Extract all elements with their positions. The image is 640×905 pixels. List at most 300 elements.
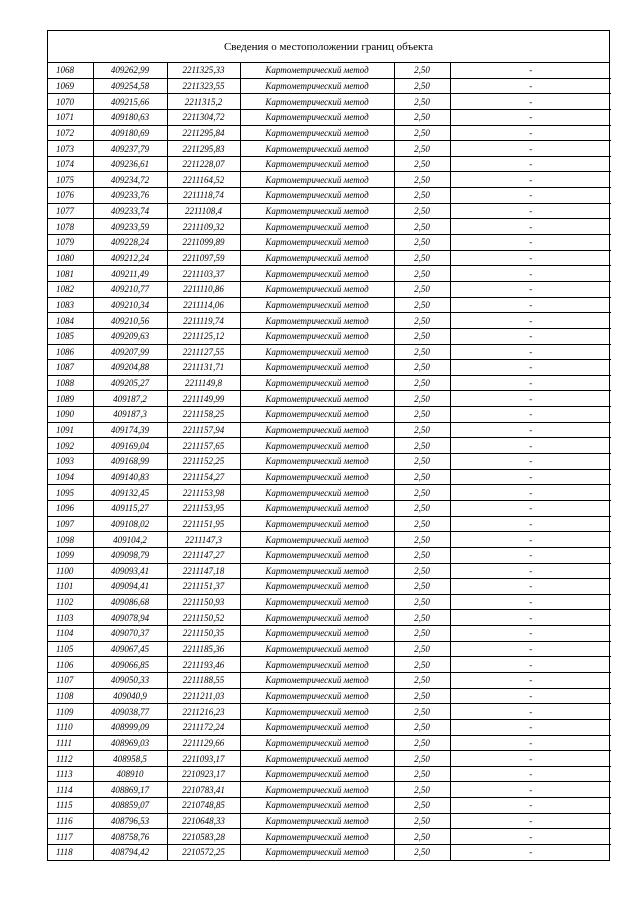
- accuracy-cell: 2,50: [394, 594, 450, 610]
- method-cell: Картометрический метод: [240, 454, 394, 470]
- method-cell: Картометрический метод: [240, 532, 394, 548]
- x-coordinate-cell: 409187,3: [93, 407, 167, 423]
- y-coordinate-cell: 2211097,59: [167, 250, 240, 266]
- accuracy-cell: 2,50: [394, 626, 450, 642]
- point-number-cell: 1089: [48, 391, 93, 407]
- table-row: [48, 626, 611, 642]
- x-coordinate-cell: 408969,03: [93, 735, 167, 751]
- description-cell: -: [450, 641, 611, 657]
- method-cell: Картометрический метод: [240, 735, 394, 751]
- description-cell: -: [450, 281, 611, 297]
- method-cell: Картометрический метод: [240, 500, 394, 516]
- y-coordinate-cell: 2211185,36: [167, 641, 240, 657]
- table-row: [48, 172, 611, 188]
- table-row: [48, 94, 611, 110]
- table-row: [48, 203, 611, 219]
- accuracy-cell: 2,50: [394, 563, 450, 579]
- y-coordinate-cell: 2211149,8: [167, 375, 240, 391]
- x-coordinate-cell: 408910: [93, 766, 167, 782]
- accuracy-cell: 2,50: [394, 735, 450, 751]
- point-number-cell: 1117: [48, 829, 93, 845]
- y-coordinate-cell: 2211172,24: [167, 719, 240, 735]
- table-row: [48, 500, 611, 516]
- accuracy-cell: 2,50: [394, 688, 450, 704]
- method-cell: Картометрический метод: [240, 125, 394, 141]
- x-coordinate-cell: 409210,34: [93, 297, 167, 313]
- method-cell: Картометрический метод: [240, 78, 394, 94]
- accuracy-cell: 2,50: [394, 500, 450, 516]
- point-number-cell: 1079: [48, 235, 93, 251]
- method-cell: Картометрический метод: [240, 704, 394, 720]
- method-cell: Картометрический метод: [240, 641, 394, 657]
- method-cell: Картометрический метод: [240, 798, 394, 814]
- table-row: [48, 297, 611, 313]
- y-coordinate-cell: 2210648,33: [167, 813, 240, 829]
- point-number-cell: 1071: [48, 109, 93, 125]
- accuracy-cell: 2,50: [394, 454, 450, 470]
- table-row: [48, 281, 611, 297]
- x-coordinate-cell: 409233,59: [93, 219, 167, 235]
- point-number-cell: 1080: [48, 250, 93, 266]
- table-row: [48, 375, 611, 391]
- x-coordinate-cell: 409215,66: [93, 94, 167, 110]
- method-cell: Картометрический метод: [240, 313, 394, 329]
- y-coordinate-cell: 2211211,03: [167, 688, 240, 704]
- x-coordinate-cell: 408794,42: [93, 845, 167, 860]
- accuracy-cell: 2,50: [394, 782, 450, 798]
- table-title: Сведения о местоположении границ объекта: [48, 31, 609, 63]
- y-coordinate-cell: 2210572,25: [167, 845, 240, 860]
- accuracy-cell: 2,50: [394, 235, 450, 251]
- table-row: [48, 141, 611, 157]
- method-cell: Картометрический метод: [240, 579, 394, 595]
- accuracy-cell: 2,50: [394, 250, 450, 266]
- point-number-cell: 1070: [48, 94, 93, 110]
- table-row: [48, 704, 611, 720]
- point-number-cell: 1077: [48, 203, 93, 219]
- method-cell: Картометрический метод: [240, 109, 394, 125]
- x-coordinate-cell: 409233,76: [93, 188, 167, 204]
- accuracy-cell: 2,50: [394, 766, 450, 782]
- description-cell: -: [450, 735, 611, 751]
- y-coordinate-cell: 2211152,25: [167, 454, 240, 470]
- y-coordinate-cell: 2211147,18: [167, 563, 240, 579]
- description-cell: -: [450, 563, 611, 579]
- point-number-cell: 1088: [48, 375, 93, 391]
- x-coordinate-cell: 409086,68: [93, 594, 167, 610]
- method-cell: Картометрический метод: [240, 516, 394, 532]
- point-number-cell: 1108: [48, 688, 93, 704]
- x-coordinate-cell: 409140,83: [93, 469, 167, 485]
- table-row: [48, 219, 611, 235]
- x-coordinate-cell: 409204,88: [93, 360, 167, 376]
- description-cell: -: [450, 485, 611, 501]
- method-cell: Картометрический метод: [240, 626, 394, 642]
- method-cell: Картометрический метод: [240, 469, 394, 485]
- description-cell: -: [450, 375, 611, 391]
- x-coordinate-cell: 409098,79: [93, 547, 167, 563]
- method-cell: Картометрический метод: [240, 766, 394, 782]
- accuracy-cell: 2,50: [394, 719, 450, 735]
- point-number-cell: 1106: [48, 657, 93, 673]
- method-cell: Картометрический метод: [240, 391, 394, 407]
- description-cell: -: [450, 782, 611, 798]
- table-row: [48, 688, 611, 704]
- accuracy-cell: 2,50: [394, 845, 450, 860]
- table-row: [48, 610, 611, 626]
- accuracy-cell: 2,50: [394, 407, 450, 423]
- table-row: [48, 125, 611, 141]
- description-cell: -: [450, 829, 611, 845]
- point-number-cell: 1069: [48, 78, 93, 94]
- y-coordinate-cell: 2211151,37: [167, 579, 240, 595]
- x-coordinate-cell: 408859,07: [93, 798, 167, 814]
- method-cell: Картометрический метод: [240, 94, 394, 110]
- y-coordinate-cell: 2211295,84: [167, 125, 240, 141]
- point-number-cell: 1112: [48, 751, 93, 767]
- accuracy-cell: 2,50: [394, 579, 450, 595]
- method-cell: Картометрический метод: [240, 829, 394, 845]
- y-coordinate-cell: 2211315,2: [167, 94, 240, 110]
- y-coordinate-cell: 2211153,98: [167, 485, 240, 501]
- point-number-cell: 1103: [48, 610, 93, 626]
- y-coordinate-cell: 2211153,95: [167, 500, 240, 516]
- table-row: [48, 751, 611, 767]
- x-coordinate-cell: 409115,27: [93, 500, 167, 516]
- y-coordinate-cell: 2211110,86: [167, 281, 240, 297]
- description-cell: -: [450, 845, 611, 860]
- table-row: [48, 407, 611, 423]
- x-coordinate-cell: 409078,94: [93, 610, 167, 626]
- point-number-cell: 1095: [48, 485, 93, 501]
- point-number-cell: 1073: [48, 141, 93, 157]
- y-coordinate-cell: 2211149,99: [167, 391, 240, 407]
- x-coordinate-cell: 409254,58: [93, 78, 167, 94]
- accuracy-cell: 2,50: [394, 266, 450, 282]
- point-number-cell: 1068: [48, 63, 93, 78]
- accuracy-cell: 2,50: [394, 610, 450, 626]
- x-coordinate-cell: 409262,99: [93, 63, 167, 78]
- x-coordinate-cell: 408869,17: [93, 782, 167, 798]
- accuracy-cell: 2,50: [394, 829, 450, 845]
- x-coordinate-cell: 409237,79: [93, 141, 167, 157]
- method-cell: Картометрический метод: [240, 594, 394, 610]
- table-row: [48, 813, 611, 829]
- point-number-cell: 1072: [48, 125, 93, 141]
- point-number-cell: 1094: [48, 469, 93, 485]
- description-cell: -: [450, 156, 611, 172]
- y-coordinate-cell: 2211158,25: [167, 407, 240, 423]
- point-number-cell: 1086: [48, 344, 93, 360]
- x-coordinate-cell: 409210,77: [93, 281, 167, 297]
- method-cell: Картометрический метод: [240, 281, 394, 297]
- y-coordinate-cell: 2211151,95: [167, 516, 240, 532]
- y-coordinate-cell: 2211295,83: [167, 141, 240, 157]
- accuracy-cell: 2,50: [394, 751, 450, 767]
- description-cell: -: [450, 172, 611, 188]
- accuracy-cell: 2,50: [394, 172, 450, 188]
- description-cell: -: [450, 516, 611, 532]
- description-cell: -: [450, 422, 611, 438]
- method-cell: Картометрический метод: [240, 547, 394, 563]
- y-coordinate-cell: 2211325,33: [167, 63, 240, 78]
- method-cell: Картометрический метод: [240, 328, 394, 344]
- point-number-cell: 1087: [48, 360, 93, 376]
- point-number-cell: 1092: [48, 438, 93, 454]
- method-cell: Картометрический метод: [240, 219, 394, 235]
- table-row: [48, 798, 611, 814]
- point-number-cell: 1081: [48, 266, 93, 282]
- accuracy-cell: 2,50: [394, 438, 450, 454]
- description-cell: -: [450, 798, 611, 814]
- x-coordinate-cell: 409228,24: [93, 235, 167, 251]
- method-cell: Картометрический метод: [240, 845, 394, 860]
- point-number-cell: 1110: [48, 719, 93, 735]
- y-coordinate-cell: 2210583,28: [167, 829, 240, 845]
- description-cell: -: [450, 594, 611, 610]
- method-cell: Картометрический метод: [240, 782, 394, 798]
- point-number-cell: 1074: [48, 156, 93, 172]
- y-coordinate-cell: 2211108,4: [167, 203, 240, 219]
- method-cell: Картометрический метод: [240, 375, 394, 391]
- table-row: [48, 516, 611, 532]
- x-coordinate-cell: 409234,72: [93, 172, 167, 188]
- y-coordinate-cell: 2211147,3: [167, 532, 240, 548]
- y-coordinate-cell: 2211147,27: [167, 547, 240, 563]
- point-number-cell: 1082: [48, 281, 93, 297]
- accuracy-cell: 2,50: [394, 672, 450, 688]
- y-coordinate-cell: 2211129,66: [167, 735, 240, 751]
- table-row: [48, 563, 611, 579]
- accuracy-cell: 2,50: [394, 813, 450, 829]
- x-coordinate-cell: 409236,61: [93, 156, 167, 172]
- accuracy-cell: 2,50: [394, 188, 450, 204]
- description-cell: -: [450, 407, 611, 423]
- accuracy-cell: 2,50: [394, 547, 450, 563]
- method-cell: Картометрический метод: [240, 203, 394, 219]
- x-coordinate-cell: 409210,56: [93, 313, 167, 329]
- accuracy-cell: 2,50: [394, 125, 450, 141]
- y-coordinate-cell: 2211103,37: [167, 266, 240, 282]
- description-cell: -: [450, 328, 611, 344]
- y-coordinate-cell: 2211188,55: [167, 672, 240, 688]
- description-cell: -: [450, 109, 611, 125]
- x-coordinate-cell: 409233,74: [93, 203, 167, 219]
- accuracy-cell: 2,50: [394, 469, 450, 485]
- method-cell: Картометрический метод: [240, 485, 394, 501]
- accuracy-cell: 2,50: [394, 203, 450, 219]
- accuracy-cell: 2,50: [394, 532, 450, 548]
- method-cell: Картометрический метод: [240, 422, 394, 438]
- description-cell: -: [450, 704, 611, 720]
- table-row: [48, 78, 611, 94]
- accuracy-cell: 2,50: [394, 297, 450, 313]
- y-coordinate-cell: 2210923,17: [167, 766, 240, 782]
- description-cell: -: [450, 63, 611, 78]
- accuracy-cell: 2,50: [394, 360, 450, 376]
- point-number-cell: 1116: [48, 813, 93, 829]
- description-cell: -: [450, 78, 611, 94]
- method-cell: Картометрический метод: [240, 297, 394, 313]
- method-cell: Картометрический метод: [240, 610, 394, 626]
- point-number-cell: 1100: [48, 563, 93, 579]
- description-cell: -: [450, 266, 611, 282]
- x-coordinate-cell: 408958,5: [93, 751, 167, 767]
- point-number-cell: 1102: [48, 594, 93, 610]
- table-row: [48, 391, 611, 407]
- description-cell: -: [450, 469, 611, 485]
- description-cell: -: [450, 610, 611, 626]
- accuracy-cell: 2,50: [394, 141, 450, 157]
- description-cell: -: [450, 438, 611, 454]
- x-coordinate-cell: 409169,04: [93, 438, 167, 454]
- method-cell: Картометрический метод: [240, 344, 394, 360]
- table-row: [48, 719, 611, 735]
- point-number-cell: 1114: [48, 782, 93, 798]
- table-row: [48, 156, 611, 172]
- coordinates-table-body: [48, 63, 611, 860]
- method-cell: Картометрический метод: [240, 156, 394, 172]
- accuracy-cell: 2,50: [394, 78, 450, 94]
- accuracy-cell: 2,50: [394, 375, 450, 391]
- y-coordinate-cell: 2211127,55: [167, 344, 240, 360]
- description-cell: -: [450, 547, 611, 563]
- table-row: [48, 594, 611, 610]
- table-row: [48, 672, 611, 688]
- y-coordinate-cell: 2211164,52: [167, 172, 240, 188]
- method-cell: Картометрический метод: [240, 266, 394, 282]
- point-number-cell: 1075: [48, 172, 93, 188]
- y-coordinate-cell: 2211154,27: [167, 469, 240, 485]
- x-coordinate-cell: 409093,41: [93, 563, 167, 579]
- point-number-cell: 1107: [48, 672, 93, 688]
- table-row: [48, 438, 611, 454]
- table-row: [48, 829, 611, 845]
- y-coordinate-cell: 2211150,52: [167, 610, 240, 626]
- x-coordinate-cell: 408796,53: [93, 813, 167, 829]
- method-cell: Картометрический метод: [240, 688, 394, 704]
- y-coordinate-cell: 2210748,85: [167, 798, 240, 814]
- description-cell: -: [450, 391, 611, 407]
- y-coordinate-cell: 2211157,65: [167, 438, 240, 454]
- point-number-cell: 1083: [48, 297, 93, 313]
- description-cell: -: [450, 500, 611, 516]
- x-coordinate-cell: 408758,76: [93, 829, 167, 845]
- description-cell: -: [450, 235, 611, 251]
- x-coordinate-cell: 408999,09: [93, 719, 167, 735]
- x-coordinate-cell: 409211,49: [93, 266, 167, 282]
- point-number-cell: 1105: [48, 641, 93, 657]
- x-coordinate-cell: 409040,9: [93, 688, 167, 704]
- table-row: [48, 469, 611, 485]
- point-number-cell: 1097: [48, 516, 93, 532]
- x-coordinate-cell: 409132,45: [93, 485, 167, 501]
- description-cell: -: [450, 657, 611, 673]
- method-cell: Картометрический метод: [240, 360, 394, 376]
- accuracy-cell: 2,50: [394, 391, 450, 407]
- point-number-cell: 1093: [48, 454, 93, 470]
- accuracy-cell: 2,50: [394, 422, 450, 438]
- description-cell: -: [450, 532, 611, 548]
- table-row: [48, 328, 611, 344]
- method-cell: Картометрический метод: [240, 172, 394, 188]
- table-row: [48, 782, 611, 798]
- accuracy-cell: 2,50: [394, 328, 450, 344]
- x-coordinate-cell: 409038,77: [93, 704, 167, 720]
- point-number-cell: 1101: [48, 579, 93, 595]
- point-number-cell: 1096: [48, 500, 93, 516]
- point-number-cell: 1099: [48, 547, 93, 563]
- accuracy-cell: 2,50: [394, 657, 450, 673]
- accuracy-cell: 2,50: [394, 704, 450, 720]
- x-coordinate-cell: 409070,37: [93, 626, 167, 642]
- accuracy-cell: 2,50: [394, 485, 450, 501]
- x-coordinate-cell: 409207,99: [93, 344, 167, 360]
- y-coordinate-cell: 2211131,71: [167, 360, 240, 376]
- x-coordinate-cell: 409205,27: [93, 375, 167, 391]
- x-coordinate-cell: 409209,63: [93, 328, 167, 344]
- table-row: [48, 454, 611, 470]
- description-cell: -: [450, 141, 611, 157]
- y-coordinate-cell: 2211125,12: [167, 328, 240, 344]
- point-number-cell: 1076: [48, 188, 93, 204]
- y-coordinate-cell: 2210783,41: [167, 782, 240, 798]
- accuracy-cell: 2,50: [394, 63, 450, 78]
- x-coordinate-cell: 409066,85: [93, 657, 167, 673]
- table-row: [48, 344, 611, 360]
- description-cell: -: [450, 813, 611, 829]
- x-coordinate-cell: 409180,63: [93, 109, 167, 125]
- description-cell: -: [450, 766, 611, 782]
- x-coordinate-cell: 409174,39: [93, 422, 167, 438]
- method-cell: Картометрический метод: [240, 563, 394, 579]
- accuracy-cell: 2,50: [394, 798, 450, 814]
- table-row: [48, 235, 611, 251]
- description-cell: -: [450, 203, 611, 219]
- y-coordinate-cell: 2211157,94: [167, 422, 240, 438]
- table-row: [48, 360, 611, 376]
- description-cell: -: [450, 250, 611, 266]
- y-coordinate-cell: 2211119,74: [167, 313, 240, 329]
- y-coordinate-cell: 2211150,93: [167, 594, 240, 610]
- point-number-cell: 1085: [48, 328, 93, 344]
- y-coordinate-cell: 2211304,72: [167, 109, 240, 125]
- description-cell: -: [450, 751, 611, 767]
- point-number-cell: 1098: [48, 532, 93, 548]
- point-number-cell: 1113: [48, 766, 93, 782]
- method-cell: Картометрический метод: [240, 250, 394, 266]
- point-number-cell: 1078: [48, 219, 93, 235]
- table-row: [48, 422, 611, 438]
- accuracy-cell: 2,50: [394, 156, 450, 172]
- x-coordinate-cell: 409168,99: [93, 454, 167, 470]
- y-coordinate-cell: 2211118,74: [167, 188, 240, 204]
- description-cell: -: [450, 188, 611, 204]
- method-cell: Картометрический метод: [240, 657, 394, 673]
- description-cell: -: [450, 313, 611, 329]
- table-row: [48, 313, 611, 329]
- description-cell: -: [450, 360, 611, 376]
- y-coordinate-cell: 2211323,55: [167, 78, 240, 94]
- x-coordinate-cell: 409212,24: [93, 250, 167, 266]
- y-coordinate-cell: 2211216,23: [167, 704, 240, 720]
- description-cell: -: [450, 672, 611, 688]
- accuracy-cell: 2,50: [394, 344, 450, 360]
- point-number-cell: 1104: [48, 626, 93, 642]
- description-cell: -: [450, 344, 611, 360]
- table-row: [48, 266, 611, 282]
- y-coordinate-cell: 2211150,35: [167, 626, 240, 642]
